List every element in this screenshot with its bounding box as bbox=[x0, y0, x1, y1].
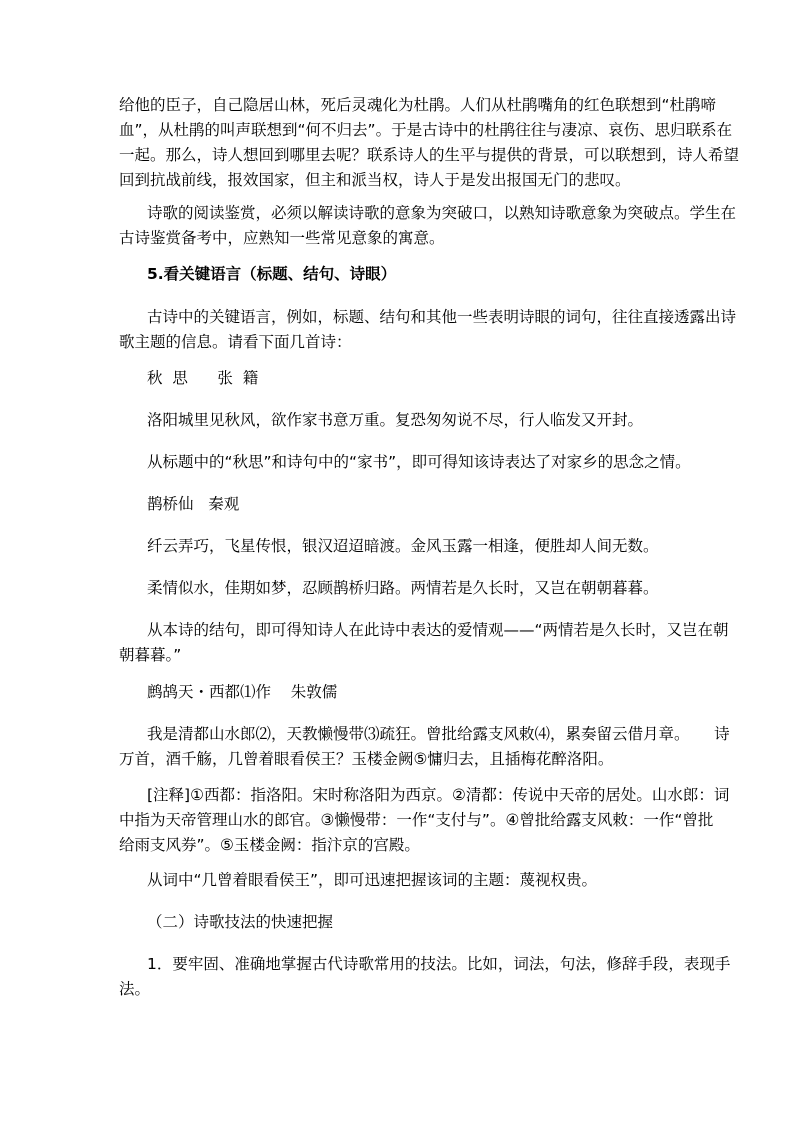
poem-line: 万首，酒千觞，几曾着眼看侯王？玉楼金阙⑤慵归去，且插梅花醉洛阳。 bbox=[119, 750, 614, 768]
poem-body-queqiaoxian-2 bbox=[119, 576, 679, 601]
text-line: 从标题中的“秋思”和诗句中的“家书”，即可得知该诗表达了对家乡的思念之情。 bbox=[147, 453, 691, 471]
paragraph-zhegutian-analysis bbox=[119, 868, 679, 893]
poem-line: 我是清都山水郎⑵，天教懒慢带⑶疏狂。曾批给露支风敕⑷，累奏留云借月章。 诗 bbox=[147, 725, 730, 743]
text-line: 回到抗战前线，报效国家，但主和派当权，诗人于是发出报国无门的悲叹。 bbox=[119, 171, 631, 189]
text-line: 一起。那么，诗人想回到哪里去呢？联系诗人的生平与提供的背景，可以联想到，诗人希望 bbox=[119, 146, 740, 164]
text-line: 从本诗的结句，即可得知诗人在此诗中表达的爱情观——“两情若是久长时，又岂在朝 bbox=[147, 621, 729, 639]
heading-text: （二）诗歌技法的快速把握 bbox=[147, 913, 334, 931]
poem-body-qiusi bbox=[119, 408, 679, 433]
text-line: 古诗鉴赏备考中，应熟知一些常见意象的寓意。 bbox=[119, 229, 445, 247]
text-line: 血”，从杜鹃的叫声联想到“何不归去”。于是古诗中的杜鹃往往与凄凉、哀伤、思归联系在 bbox=[119, 121, 733, 139]
text-line: 诗歌的阅读鉴赏，必须以解读诗歌的意象为突破口，以熟知诗歌意象为突破点。学生在 bbox=[147, 204, 737, 222]
section-heading-key-language bbox=[119, 262, 679, 287]
text-line: 给他的臣子，自己隐居山林，死后灵魂化为杜鹃。人们从杜鹃嘴角的红色联想到“杜鹃啼 bbox=[119, 96, 717, 114]
poem-body-queqiaoxian-1 bbox=[119, 534, 679, 559]
paragraph-key-language-intro bbox=[119, 305, 737, 355]
heading-text: 5.看关键语言（标题、结句、诗眼） bbox=[147, 265, 397, 283]
poem-title-text: 秋 思 张 籍 bbox=[147, 369, 259, 387]
poem-line: 柔情似水，佳期如梦，忍顾鹊桥归路。两情若是久长时，又岂在朝朝暮暮。 bbox=[147, 579, 659, 597]
poem-title-qiusi bbox=[119, 366, 679, 391]
poem-line: 洛阳城里见秋风，欲作家书意万重。复恐匆匆说不尽，行人临发又开封。 bbox=[147, 411, 644, 429]
annotation-line: [注释]①西都：指洛阳。宋时称洛阳为西京。②清都：传说中天帝的居处。山水郎：词 bbox=[147, 786, 730, 804]
paragraph-imagery-appreciation bbox=[119, 201, 737, 251]
text-line: 从词中“几曾着眼看侯王”，即可迅速把握该词的主题：蔑视权贵。 bbox=[147, 871, 598, 889]
poem-title-queqiaoxian bbox=[119, 492, 679, 517]
text-line: 法。 bbox=[119, 980, 151, 998]
text-line: 歌主题的信息。请看下面几首诗： bbox=[119, 333, 352, 351]
annotation-line: 给雨支风券”。⑤玉楼金阙：指汴京的宫殿。 bbox=[119, 836, 420, 854]
poem-body-zhegutian bbox=[119, 722, 730, 772]
poem-title-text: 鹧鸪天・西都⑴作 朱敦儒 bbox=[147, 683, 338, 701]
section-heading-techniques bbox=[119, 910, 679, 935]
paragraph-qiusi-analysis bbox=[119, 450, 691, 475]
paragraph-dujuan-imagery bbox=[119, 93, 740, 193]
poem-line: 纤云弄巧，飞星传恨，银汉迢迢暗渡。金风玉露一相逢，便胜却人间无数。 bbox=[147, 537, 659, 555]
text-line: 古诗中的关键语言，例如，标题、结句和其他一些表明诗眼的词句，往往直接透露出诗 bbox=[147, 308, 737, 326]
paragraph-annotations bbox=[119, 783, 730, 858]
poem-title-text: 鹊桥仙 秦观 bbox=[147, 495, 240, 513]
paragraph-techniques-point-1 bbox=[119, 952, 731, 1002]
annotation-line: 中指为天帝管理山水的郎官。③懒慢带：一作“支付与”。④曾批给露支风敕：一作“曾批 bbox=[119, 811, 714, 829]
poem-title-zhegutian bbox=[119, 680, 679, 705]
text-line: 朝暮暮。” bbox=[119, 646, 182, 664]
text-line: 1．要牢固、准确地掌握古代诗歌常用的技法。比如，词法，句法，修辞手段，表现手 bbox=[147, 955, 731, 973]
paragraph-queqiaoxian-analysis bbox=[119, 618, 729, 668]
